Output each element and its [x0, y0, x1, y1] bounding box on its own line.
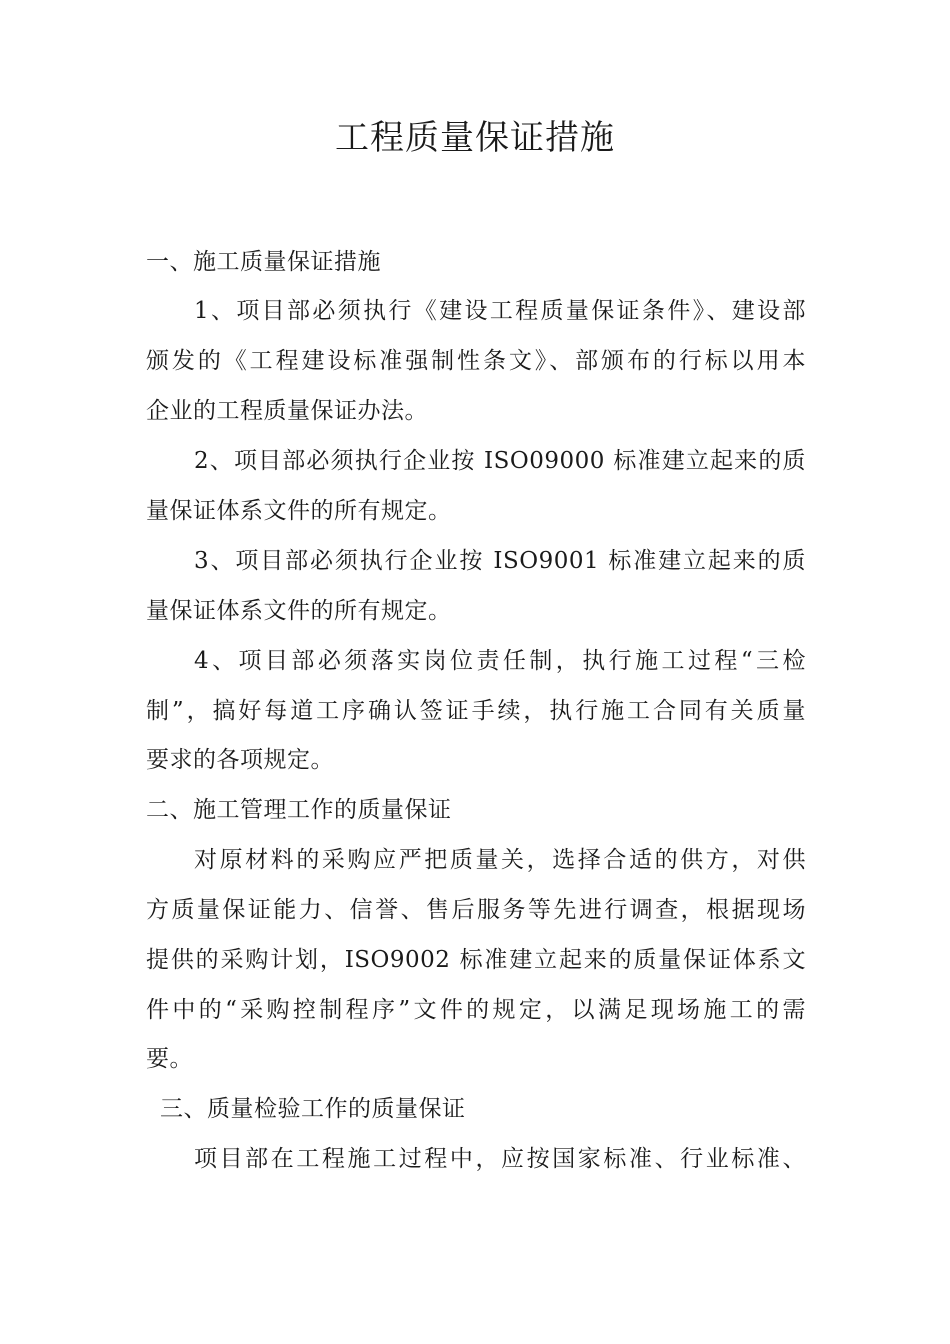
paragraph-line: 1、项目部必须执行《建设工程质量保证条件》、建设部 — [194, 298, 806, 324]
paragraph-line: 方质量保证能力、信誉、售后服务等先进行调查，根据现场 — [146, 897, 806, 923]
document-title: 工程质量保证措施 — [335, 118, 615, 158]
paragraph-line: 量保证体系文件的所有规定。 — [146, 498, 452, 524]
paragraph-line: 要。 — [146, 1046, 193, 1072]
paragraph-line: 2、项目部必须执行企业按 ISO09000 标准建立起来的质 — [194, 448, 806, 474]
section-heading-1: 一、施工质量保证措施 — [146, 249, 381, 275]
paragraph-line: 提供的采购计划，ISO9002 标准建立起来的质量保证体系文 — [146, 947, 806, 973]
paragraph-line: 企业的工程质量保证办法。 — [146, 398, 428, 424]
paragraph-line: 制”，搞好每道工序确认签证手续，执行施工合同有关质量 — [146, 698, 806, 724]
paragraph-line: 对原材料的采购应严把质量关，选择合适的供方，对供 — [194, 847, 806, 873]
paragraph-line: 件中的“采购控制程序”文件的规定，以满足现场施工的需 — [146, 997, 806, 1023]
paragraph-line: 颁发的《工程建设标准强制性条文》、部颁布的行标以用本 — [146, 348, 806, 374]
paragraph-line: 量保证体系文件的所有规定。 — [146, 598, 452, 624]
paragraph-line: 4、项目部必须落实岗位责任制，执行施工过程“三检 — [194, 648, 806, 674]
section-heading-3: 三、质量检验工作的质量保证 — [160, 1096, 466, 1122]
paragraph-line: 要求的各项规定。 — [146, 747, 334, 773]
section-heading-2: 二、施工管理工作的质量保证 — [146, 797, 452, 823]
paragraph-line: 3、项目部必须执行企业按 ISO9001 标准建立起来的质 — [194, 548, 806, 574]
paragraph-line: 项目部在工程施工过程中，应按国家标准、行业标准、 — [194, 1146, 806, 1172]
